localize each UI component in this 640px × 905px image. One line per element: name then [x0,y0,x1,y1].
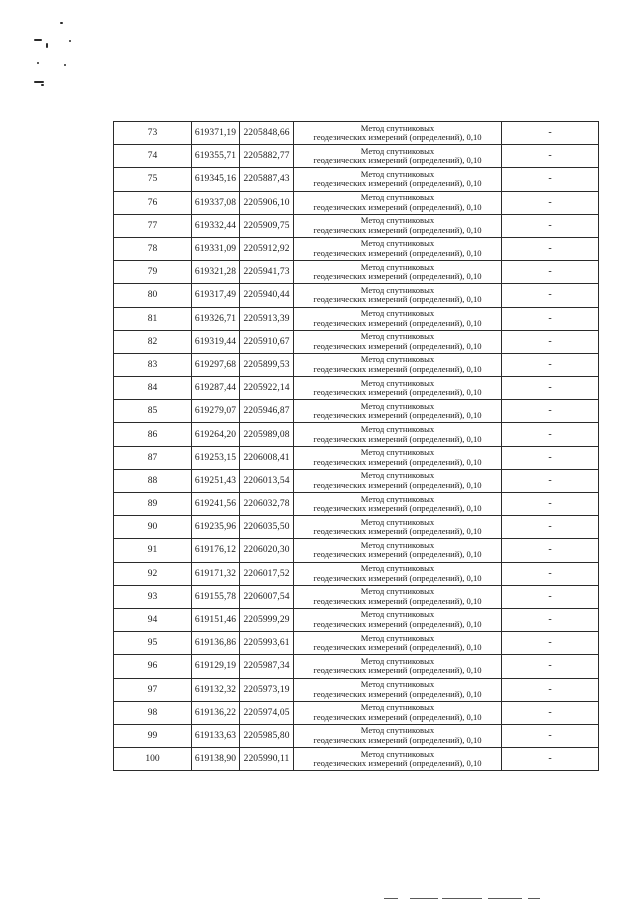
method-line-1: Метод спутниковых [360,284,435,295]
table-row [114,261,599,284]
method-line-1: Метод спутниковых [360,447,435,458]
method-line-2: геодезических измерений (определений), 0,10 [313,224,482,235]
empty-value-cell: - [502,748,599,771]
method-line-2: геодезических измерений (определений), 0,10 [313,734,482,745]
method-line-1: Метод спутниковых [360,539,435,550]
point-number-cell: 83 [114,353,192,376]
y-coordinate-cell: 2205899,53 [240,353,294,376]
method-line-1: Метод спутниковых [360,563,435,574]
point-number-cell: 78 [114,237,192,260]
point-number-cell: 89 [114,493,192,516]
y-coordinate-cell: 2206035,50 [240,516,294,539]
method-accuracy-cell [294,608,502,631]
y-coordinate-cell: 2205987,34 [240,655,294,678]
point-number-cell: 98 [114,701,192,724]
empty-value-cell: - [502,724,599,747]
method-line-2: геодезических измерений (определений), 0,10 [313,178,482,189]
table-row [114,214,599,237]
method-accuracy-cell [294,632,502,655]
table-row [114,122,599,145]
method-accuracy-cell [294,724,502,747]
point-number-cell: 79 [114,261,192,284]
x-coordinate-cell: 619136,22 [192,701,240,724]
point-number-cell: 76 [114,191,192,214]
empty-value-cell: - [502,446,599,469]
method-accuracy-cell [294,284,502,307]
point-number-cell: 75 [114,168,192,191]
point-number-cell: 80 [114,284,192,307]
method-line-1: Метод спутниковых [360,122,435,133]
method-line-1: Метод спутниковых [360,609,435,620]
method-line-1: Метод спутниковых [360,238,435,249]
method-line-2: геодезических измерений (определений), 0,10 [313,688,482,699]
empty-value-cell: - [502,493,599,516]
point-number-cell: 97 [114,678,192,701]
point-number-cell: 99 [114,724,192,747]
table-row [114,724,599,747]
y-coordinate-cell: 2205913,39 [240,307,294,330]
y-coordinate-cell: 2206008,41 [240,446,294,469]
y-coordinate-cell: 2206013,54 [240,469,294,492]
method-accuracy-cell [294,585,502,608]
point-number-cell: 100 [114,748,192,771]
y-coordinate-cell: 2205985,80 [240,724,294,747]
method-line-2: геодезических измерений (определений), 0,10 [313,410,482,421]
table-row [114,632,599,655]
method-accuracy-cell [294,446,502,469]
method-accuracy-cell [294,423,502,446]
method-line-2: геодезических измерений (определений), 0,10 [313,572,482,583]
x-coordinate-cell: 619151,46 [192,608,240,631]
table-row [114,423,599,446]
empty-value-cell: - [502,516,599,539]
y-coordinate-cell: 2205989,08 [240,423,294,446]
empty-value-cell: - [502,261,599,284]
point-number-cell: 85 [114,400,192,423]
method-line-1: Метод спутниковых [360,145,435,156]
x-coordinate-cell: 619345,16 [192,168,240,191]
x-coordinate-cell: 619136,86 [192,632,240,655]
method-accuracy-cell [294,516,502,539]
x-coordinate-cell: 619287,44 [192,377,240,400]
y-coordinate-cell: 2205922,14 [240,377,294,400]
method-line-2: геодезических измерений (определений), 0,10 [313,456,482,467]
point-number-cell: 84 [114,377,192,400]
table-row [114,237,599,260]
method-line-2: геодезических измерений (определений), 0,10 [313,711,482,722]
method-line-2: геодезических измерений (определений), 0,10 [313,271,482,282]
method-accuracy-cell [294,237,502,260]
method-accuracy-cell [294,678,502,701]
x-coordinate-cell: 619332,44 [192,214,240,237]
x-coordinate-cell: 619129,19 [192,655,240,678]
method-accuracy-cell [294,701,502,724]
method-line-2: геодезических измерений (определений), 0,10 [313,665,482,676]
y-coordinate-cell: 2205909,75 [240,214,294,237]
method-accuracy-cell [294,307,502,330]
method-line-1: Метод спутниковых [360,261,435,272]
empty-value-cell: - [502,284,599,307]
method-line-2: геодезических измерений (определений), 0,10 [313,758,482,769]
point-number-cell: 90 [114,516,192,539]
method-line-1: Метод спутниковых [360,470,435,481]
empty-value-cell: - [502,307,599,330]
y-coordinate-cell: 2205912,92 [240,237,294,260]
table-row [114,585,599,608]
method-accuracy-cell [294,191,502,214]
method-line-2: геодезических измерений (определений), 0,10 [313,155,482,166]
x-coordinate-cell: 619138,90 [192,748,240,771]
x-coordinate-cell: 619235,96 [192,516,240,539]
y-coordinate-cell: 2205999,29 [240,608,294,631]
table-row [114,145,599,168]
empty-value-cell: - [502,214,599,237]
method-line-1: Метод спутниковых [360,655,435,666]
empty-value-cell: - [502,400,599,423]
method-accuracy-cell [294,353,502,376]
table-row [114,678,599,701]
y-coordinate-cell: 2205882,77 [240,145,294,168]
table-row [114,307,599,330]
y-coordinate-cell: 2206017,52 [240,562,294,585]
method-accuracy-cell [294,214,502,237]
method-line-2: геодезических измерений (определений), 0,10 [313,387,482,398]
method-accuracy-cell [294,493,502,516]
table-row [114,377,599,400]
method-line-1: Метод спутниковых [360,331,435,342]
method-line-1: Метод спутниковых [360,215,435,226]
table-row [114,469,599,492]
y-coordinate-cell: 2205848,66 [240,122,294,145]
point-number-cell: 93 [114,585,192,608]
method-line-1: Метод спутниковых [360,308,435,318]
table-row [114,493,599,516]
point-number-cell: 94 [114,608,192,631]
x-coordinate-cell: 619241,56 [192,493,240,516]
method-line-1: Метод спутниковых [360,586,435,597]
empty-value-cell: - [502,377,599,400]
empty-value-cell: - [502,353,599,376]
y-coordinate-cell: 2206020,30 [240,539,294,562]
x-coordinate-cell: 619319,44 [192,330,240,353]
method-accuracy-cell [294,168,502,191]
y-coordinate-cell: 2205990,11 [240,748,294,771]
point-number-cell: 82 [114,330,192,353]
method-line-1: Метод спутниковых [360,354,435,365]
point-number-cell: 92 [114,562,192,585]
method-line-2: геодезических измерений (определений), 0,10 [313,479,482,490]
table-row [114,701,599,724]
point-number-cell: 87 [114,446,192,469]
x-coordinate-cell: 619155,78 [192,585,240,608]
table-row [114,539,599,562]
x-coordinate-cell: 619171,32 [192,562,240,585]
table-row [114,330,599,353]
x-coordinate-cell: 619253,15 [192,446,240,469]
method-accuracy-cell [294,145,502,168]
x-coordinate-cell: 619371,19 [192,122,240,145]
point-number-cell: 86 [114,423,192,446]
method-line-2: геодезических измерений (определений), 0,10 [313,526,482,537]
x-coordinate-cell: 619317,49 [192,284,240,307]
point-number-cell: 73 [114,122,192,145]
x-coordinate-cell: 619321,28 [192,261,240,284]
y-coordinate-cell: 2205910,67 [240,330,294,353]
empty-value-cell: - [502,539,599,562]
x-coordinate-cell: 619133,63 [192,724,240,747]
table-row [114,446,599,469]
empty-value-cell: - [502,237,599,260]
method-line-1: Метод спутниковых [360,192,435,203]
method-line-2: геодезических измерений (определений), 0,10 [313,503,482,514]
x-coordinate-cell: 619326,71 [192,307,240,330]
point-number-cell: 77 [114,214,192,237]
point-number-cell: 74 [114,145,192,168]
method-line-1: Метод спутниковых [360,423,435,434]
method-line-2: геодезических измерений (определений), 0,10 [313,619,482,630]
y-coordinate-cell: 2205993,61 [240,632,294,655]
empty-value-cell: - [502,191,599,214]
method-line-2: геодезических измерений (определений), 0,10 [313,549,482,560]
table-row [114,516,599,539]
method-line-1: Метод спутниковых [360,400,435,411]
table-row [114,168,599,191]
method-accuracy-cell [294,539,502,562]
empty-value-cell: - [502,145,599,168]
x-coordinate-cell: 619297,68 [192,353,240,376]
table-row [114,748,599,771]
y-coordinate-cell: 2205973,19 [240,678,294,701]
x-coordinate-cell: 619355,71 [192,145,240,168]
method-accuracy-cell [294,400,502,423]
empty-value-cell: - [502,423,599,446]
empty-value-cell: - [502,678,599,701]
method-accuracy-cell [294,469,502,492]
empty-value-cell: - [502,585,599,608]
method-accuracy-cell [294,330,502,353]
empty-value-cell: - [502,469,599,492]
method-line-1: Метод спутниковых [360,377,435,388]
point-number-cell: 88 [114,469,192,492]
table-row [114,284,599,307]
method-line-2: геодезических измерений (определений), 0,10 [313,132,482,143]
x-coordinate-cell: 619132,32 [192,678,240,701]
point-number-cell: 81 [114,307,192,330]
method-line-2: геодезических измерений (определений), 0,10 [313,595,482,606]
method-line-2: геодезических измерений (определений), 0,10 [313,433,482,444]
method-line-1: Метод спутниковых [360,725,435,736]
method-line-1: Метод спутниковых [360,679,435,689]
coordinates-table-body [114,122,599,771]
y-coordinate-cell: 2205906,10 [240,191,294,214]
method-line-2: геодезических измерений (определений), 0,10 [313,294,482,305]
method-line-2: геодезических измерений (определений), 0,10 [313,248,482,259]
method-line-1: Метод спутниковых [360,493,435,504]
method-line-1: Метод спутниковых [360,168,435,179]
method-line-2: геодезических измерений (определений), 0,10 [313,642,482,653]
empty-value-cell: - [502,701,599,724]
table-row [114,191,599,214]
y-coordinate-cell: 2205940,44 [240,284,294,307]
empty-value-cell: - [502,122,599,145]
y-coordinate-cell: 2205887,43 [240,168,294,191]
method-accuracy-cell [294,562,502,585]
y-coordinate-cell: 2206007,54 [240,585,294,608]
empty-value-cell: - [502,168,599,191]
x-coordinate-cell: 619331,09 [192,237,240,260]
table-row [114,562,599,585]
method-line-1: Метод спутниковых [360,748,435,759]
y-coordinate-cell: 2205941,73 [240,261,294,284]
method-accuracy-cell [294,377,502,400]
x-coordinate-cell: 619176,12 [192,539,240,562]
empty-value-cell: - [502,655,599,678]
method-accuracy-cell [294,261,502,284]
point-number-cell: 95 [114,632,192,655]
method-line-1: Метод спутниковых [360,516,435,527]
method-line-2: геодезических измерений (определений), 0,10 [313,201,482,212]
y-coordinate-cell: 2206032,78 [240,493,294,516]
table-row [114,608,599,631]
x-coordinate-cell: 619337,08 [192,191,240,214]
table-row [114,400,599,423]
coordinates-table-wrapper [113,121,598,771]
method-accuracy-cell [294,655,502,678]
empty-value-cell: - [502,632,599,655]
y-coordinate-cell: 2205946,87 [240,400,294,423]
point-number-cell: 91 [114,539,192,562]
empty-value-cell: - [502,562,599,585]
method-line-1: Метод спутниковых [360,632,435,643]
method-line-2: геодезических измерений (определений), 0,10 [313,317,482,328]
x-coordinate-cell: 619264,20 [192,423,240,446]
method-line-2: геодезических измерений (определений), 0,10 [313,340,482,351]
method-accuracy-cell [294,122,502,145]
method-line-2: геодезических измерений (определений), 0,10 [313,363,482,374]
method-line-1: Метод спутниковых [360,702,435,713]
empty-value-cell: - [502,608,599,631]
method-accuracy-cell [294,748,502,771]
table-row [114,353,599,376]
y-coordinate-cell: 2205974,05 [240,701,294,724]
table-row [114,655,599,678]
coordinates-table [113,121,599,771]
point-number-cell: 96 [114,655,192,678]
x-coordinate-cell: 619251,43 [192,469,240,492]
x-coordinate-cell: 619279,07 [192,400,240,423]
empty-value-cell: - [502,330,599,353]
